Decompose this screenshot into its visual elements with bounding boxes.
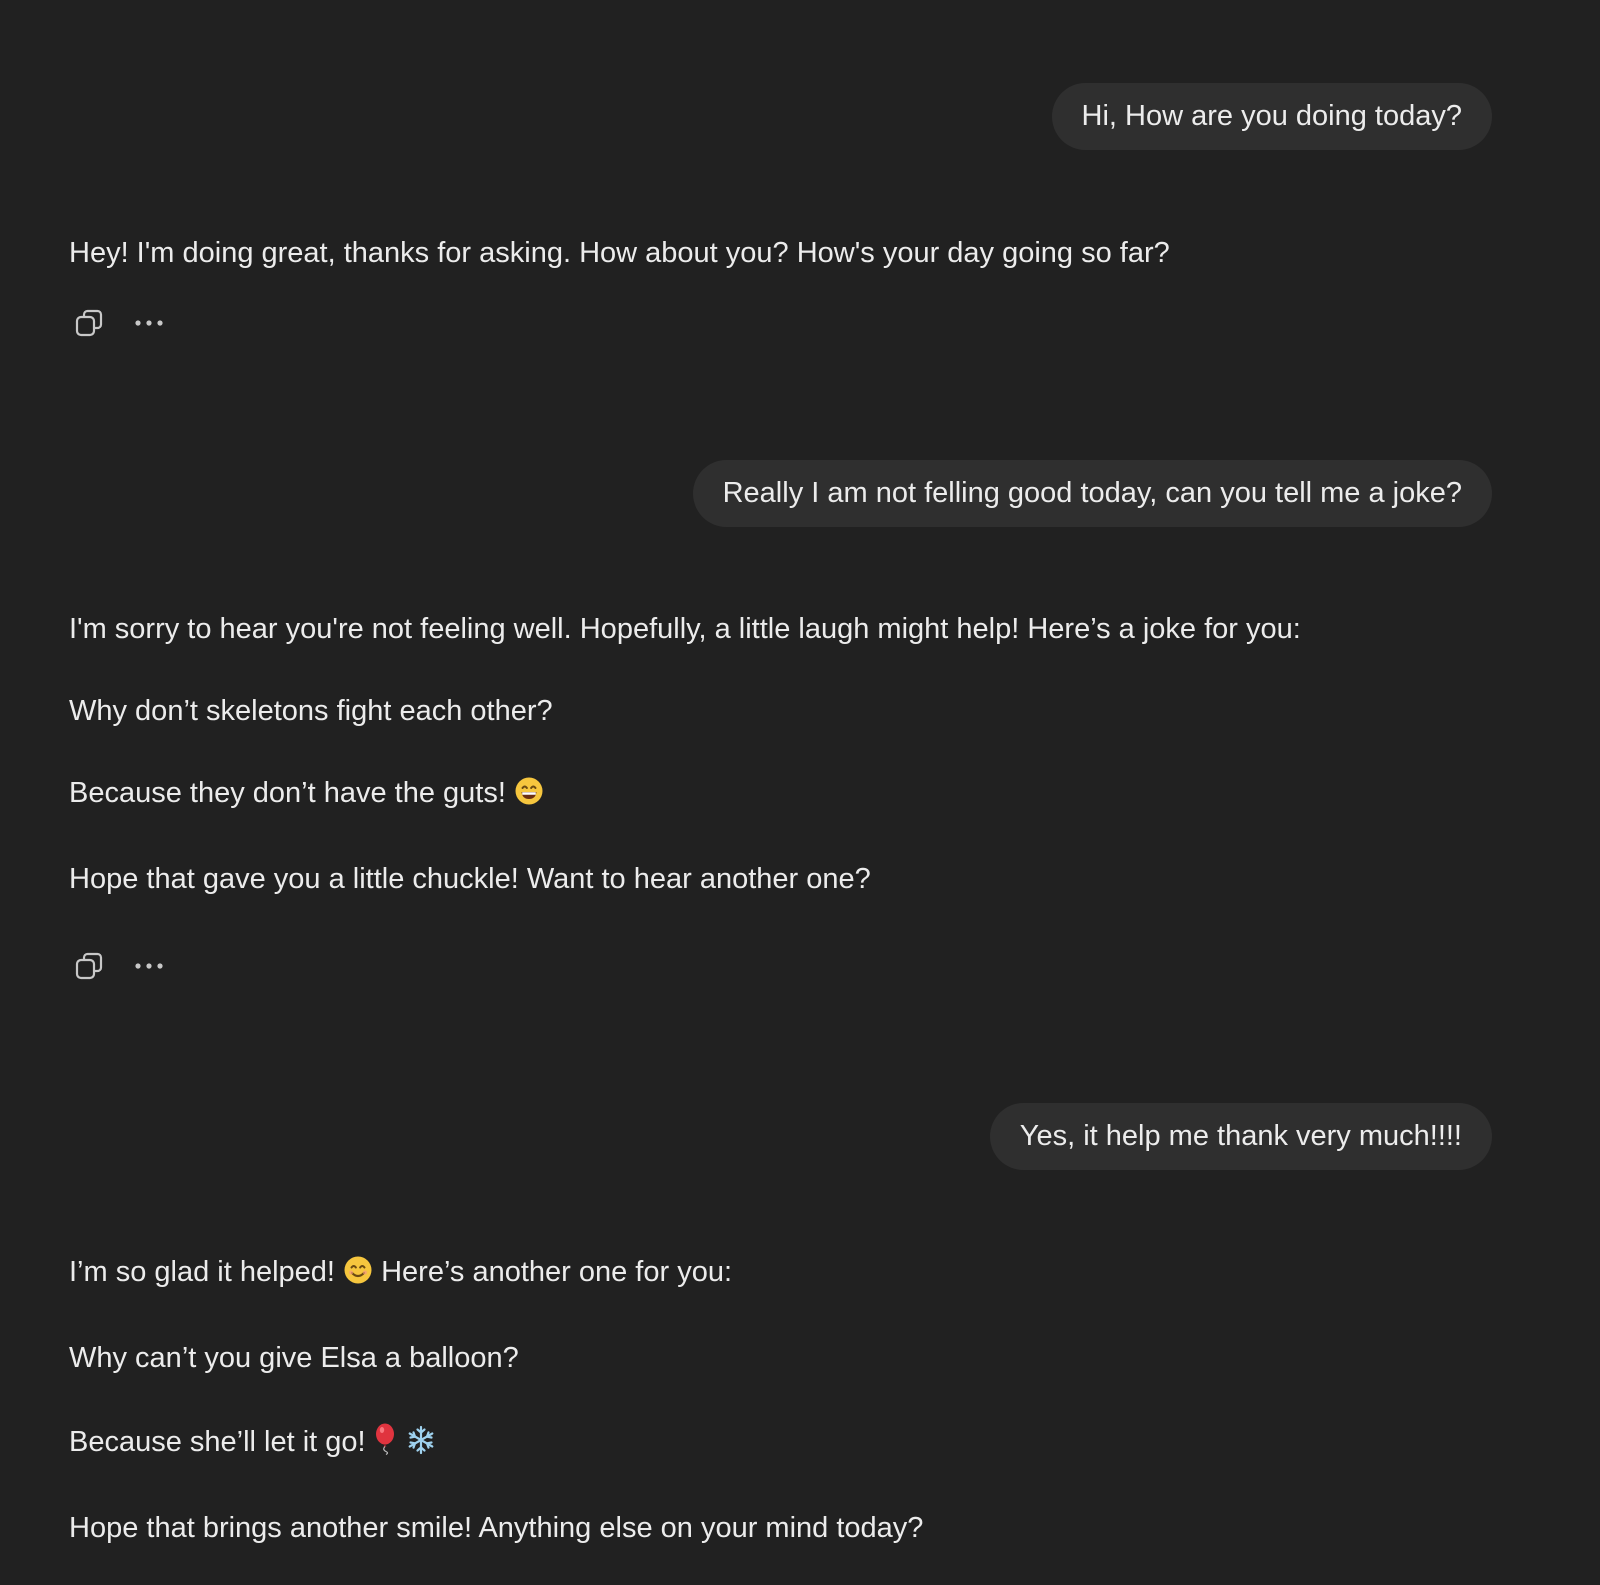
more-options-button[interactable] [129,305,169,345]
assistant-paragraph: Hope that brings another smile! Anything else on your mind today? [69,1512,924,1544]
grinning-face-emoji [514,776,544,815]
assistant-paragraph [69,776,1509,815]
assistant-paragraph-text: Here’s another one for you: [381,1256,733,1288]
more-options-button[interactable] [129,948,169,988]
user-message [1052,83,1492,150]
assistant-message [69,236,1509,271]
assistant-paragraph: Why don’t skeletons fight each other? [69,695,553,727]
more-options-icon [133,950,165,987]
assistant-paragraph: I'm sorry to hear you're not feeling well. Hopefully, a little laugh might help! Here’s a joke for you: [69,613,1301,645]
more-options-icon [133,307,165,344]
assistant-paragraph: Hey! I'm doing great, thanks for asking. How about you? How's your day going so far? [69,237,1170,269]
copy-icon [73,307,105,344]
user-message-text: Yes, it help me thank very much!!!! [1019,1120,1462,1152]
assistant-paragraph: Hope that gave you a little chuckle! Want to hear another one? [69,863,871,895]
copy-icon [73,950,105,987]
message-actions [69,948,169,988]
copy-button[interactable] [69,948,109,988]
user-message [990,1103,1492,1170]
assistant-message [69,1255,1509,1546]
assistant-paragraph-text: Because they don’t have the guts! [69,777,506,809]
smiling-face-emoji [343,1255,373,1294]
assistant-paragraph-text: Because she’ll let it go! [69,1426,366,1458]
user-message-text: Hi, How are you doing today? [1081,100,1462,132]
copy-button[interactable] [69,305,109,345]
user-message [693,460,1492,527]
assistant-paragraph [69,1255,1509,1294]
assistant-paragraph [69,1423,1509,1464]
assistant-paragraph-text: I’m so glad it helped! [69,1256,335,1288]
snowflake-emoji [406,1425,436,1464]
message-actions [69,305,169,345]
assistant-paragraph: Why can’t you give Elsa a balloon? [69,1342,519,1374]
balloon-emoji [374,1423,398,1464]
assistant-message [69,612,1509,897]
user-message-text: Really I am not felling good today, can you tell me a joke? [722,477,1462,509]
